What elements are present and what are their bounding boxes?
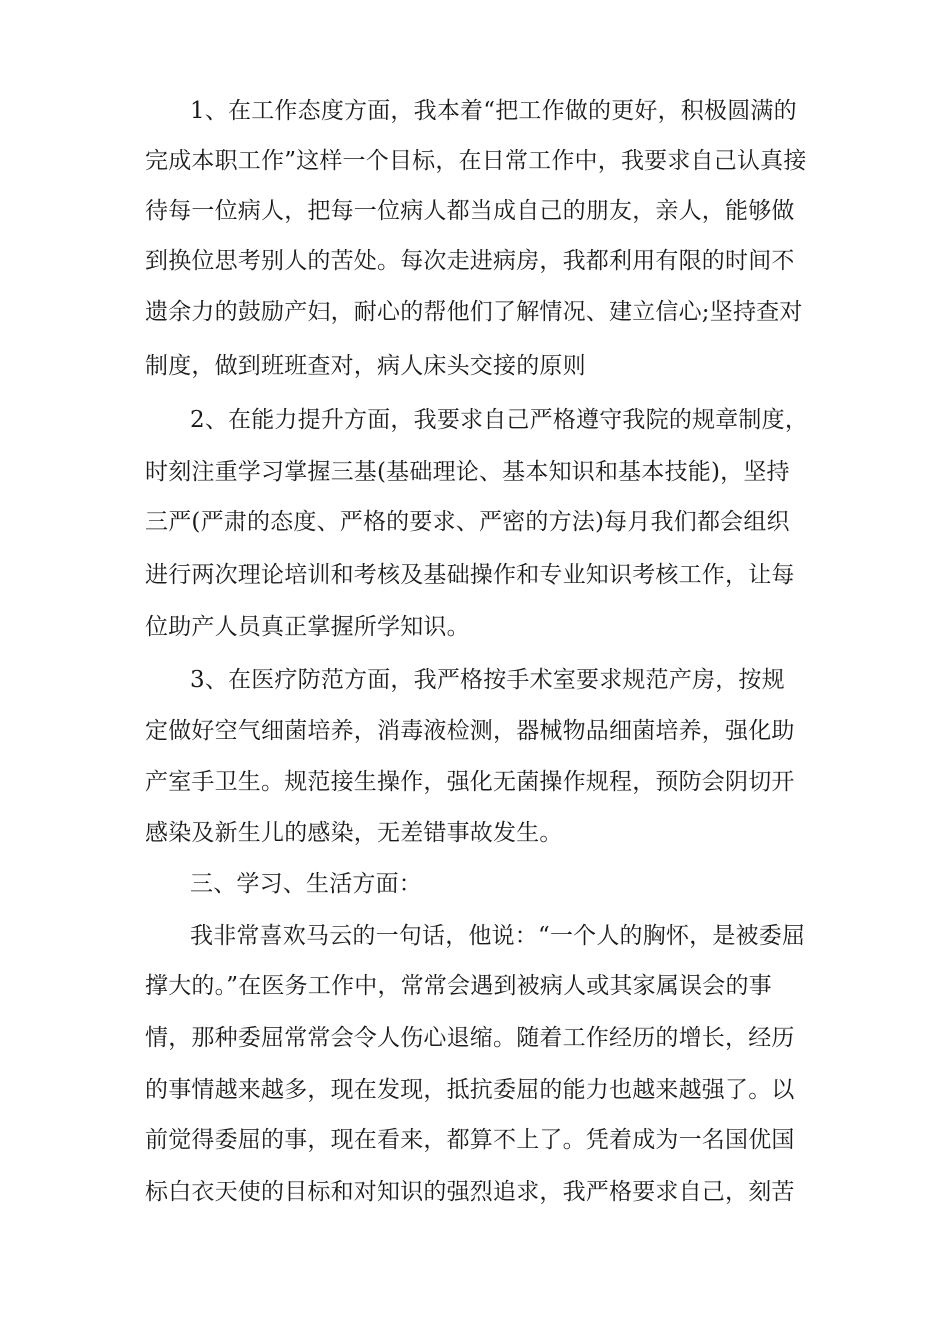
text-line: 遗余力的鼓励产妇，耐心的帮他们了解情况、建立信心;坚持查对 — [145, 299, 803, 325]
text-line: 到换位思考别人的苦处。每次走进病房，我都利用有限的时间不 — [145, 248, 795, 274]
text-line: 感染及新生儿的感染，无差错事故发生。 — [145, 820, 563, 846]
text-line: 标白衣天使的目标和对知识的强烈追求，我严格要求自己，刻苦 — [145, 1179, 795, 1205]
text-line: 定做好空气细菌培养，消毒液检测，器械物品细菌培养，强化助 — [145, 718, 795, 744]
text-line: 完成本职工作”这样一个目标，在日常工作中，我要求自己认真接 — [145, 148, 807, 174]
text-line: 三严(严肃的态度、严格的要求、严密的方法)每月我们都会组织 — [145, 509, 790, 535]
text-line: 进行两次理论培训和考核及基础操作和专业知识考核工作，让每 — [145, 562, 795, 588]
text-line: 待每一位病人，把每一位病人都当成自己的朋友，亲人，能够做 — [145, 198, 795, 224]
text-line: 位助产人员真正掌握所学知识。 — [145, 614, 470, 640]
text-line: 撑大的。”在医务工作中，常常会遇到被病人或其家属误会的事 — [145, 973, 772, 999]
text-line: 3、在医疗防范方面，我严格按手术室要求规范产房，按规 — [190, 667, 785, 693]
text-line: 1、在工作态度方面，我本着“把工作做的更好，积极圆满的 — [190, 98, 797, 124]
text-line: 情，那种委屈常常会令人伤心退缩。随着工作经历的增长，经历 — [145, 1025, 795, 1051]
text-line: 制度，做到班班查对，病人床头交接的原则 — [145, 353, 586, 379]
section-heading: 三、学习、生活方面： — [190, 871, 422, 897]
text-line: 2、在能力提升方面，我要求自己严格遵守我院的规章制度， — [190, 407, 809, 433]
text-line: 前觉得委屈的事，现在看来，都算不上了。凭着成为一名国优国 — [145, 1127, 795, 1153]
text-line: 时刻注重学习掌握三基(基础理论、基本知识和基本技能)，坚持 — [145, 459, 790, 485]
text-line: 我非常喜欢马云的一句话，他说：“一个人的胸怀，是被委屈 — [190, 923, 806, 949]
text-line: 产室手卫生。规范接生操作，强化无菌操作规程，预防会阴切开 — [145, 769, 795, 795]
text-line: 的事情越来越多，现在发现，抵抗委屈的能力也越来越强了。以 — [145, 1077, 795, 1103]
